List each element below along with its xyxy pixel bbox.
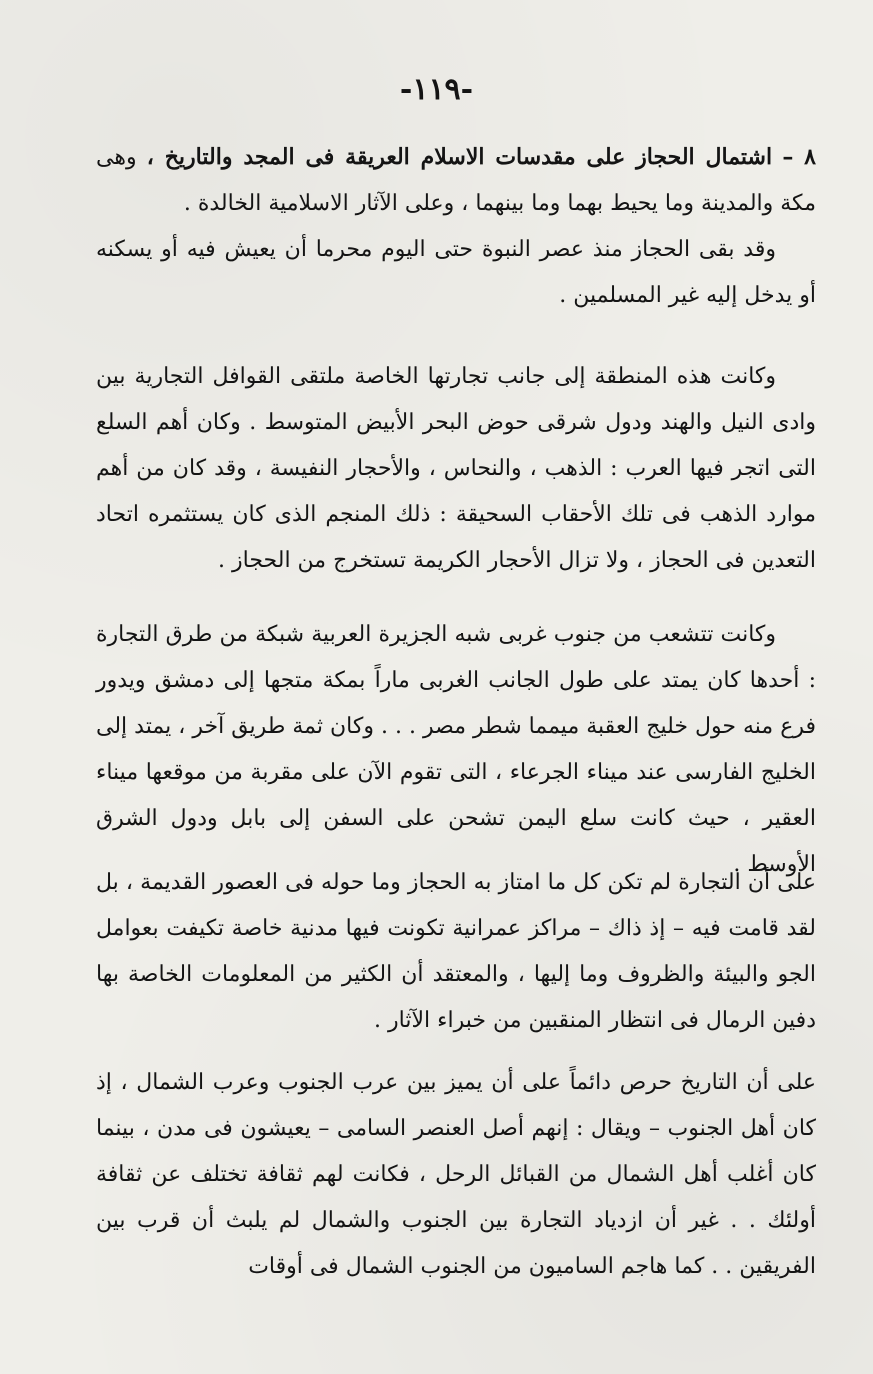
paragraph-trade-routes bbox=[96, 612, 816, 888]
section-item-8 bbox=[96, 134, 816, 319]
paragraph-text: على أن التاريخ حرص دائماً على أن يميز بين عرب الجنوب وعرب الشمال ، إذ كان أهل الجنوب – ويقال : إنهم أصل العنصر السامى – يعيشون فى مدن ، بينما كان أغلب أهل الشمال من القبائل الرحل ، فكانت لهم ثقافة تختلف عن ثقافة أولئك . . غير أن ازدياد التجارة بين الجنوب والشمال لم يلبث أن قرب بين الفريقين . . كما هاجم الساميون من الجنوب الشمال فى أوقات bbox=[96, 1070, 816, 1279]
paragraph-urban-centers bbox=[96, 860, 816, 1044]
paragraph-north-south bbox=[96, 1060, 816, 1290]
item-8-followup-paragraph: وقد بقى الحجاز منذ عصر النبوة حتى اليوم محرما أن يعيش فيه أو يسكنه أو يدخل إليه غير المسلمين . bbox=[96, 237, 816, 308]
paragraph-text: وكانت تتشعب من جنوب غربى شبه الجزيرة العربية شبكة من طرق التجارة : أحدها كان يمتد على طول الجانب الغربى ماراً بمكة متجها إلى دمشق ويدور فرع منه حول خليج العقبة ميمما شطر مصر . . . وكان ثمة طريق آخر ، يمتد إلى الخليج الفارسى عند ميناء الجرعاء ، التى تقوم الآن على مقربة من موقعها ميناء العقير ، حيث كانت سلع اليمن تشحن على السفن إلى بابل ودول الشرق الأوسط . bbox=[96, 622, 816, 877]
item-number: ٨ – bbox=[782, 144, 816, 170]
page-number: -١١٩- bbox=[399, 72, 474, 107]
item-text: وهى مكة والمدينة وما يحيط بهما وما بينهما ، وعلى الآثار الاسلامية الخالدة . bbox=[96, 145, 816, 216]
paragraph-text: على أن التجارة لم تكن كل ما امتاز به الحجاز وما حوله فى العصور القديمة ، بل لقد قامت فيه – إذ ذاك – مراكز عمرانية تكونت فيها مدنية خاصة تكيفت بعوامل الجو والبيئة والظروف وما إليها ، والمعتقد أن الكثير من المعلومات الخاصة بها دفين الرمال فى انتظار المنقبين من خبراء الآثار . bbox=[96, 870, 816, 1033]
item-heading: اشتمال الحجاز على مقدسات الاسلام العريقة فى المجد والتاريخ ، bbox=[146, 144, 773, 170]
paragraph-text: وكانت هذه المنطقة إلى جانب تجارتها الخاصة ملتقى القوافل التجارية بين وادى النيل والهند ودول شرقى حوض البحر الأبيض المتوسط . وكان أهم السلع التى اتجر فيها العرب : الذهب ، والنحاس ، والأحجار النفيسة ، وقد كان من أهم موارد الذهب فى تلك الأحقاب السحيقة : ذلك المنجم الذى كان يستثمره اتحاد التعدين فى الحجاز ، ولا تزال الأحجار الكريمة تستخرج من الحجاز . bbox=[96, 364, 816, 573]
item-8-heading-paragraph bbox=[96, 134, 816, 227]
paragraph-trade-caravans bbox=[96, 354, 816, 584]
